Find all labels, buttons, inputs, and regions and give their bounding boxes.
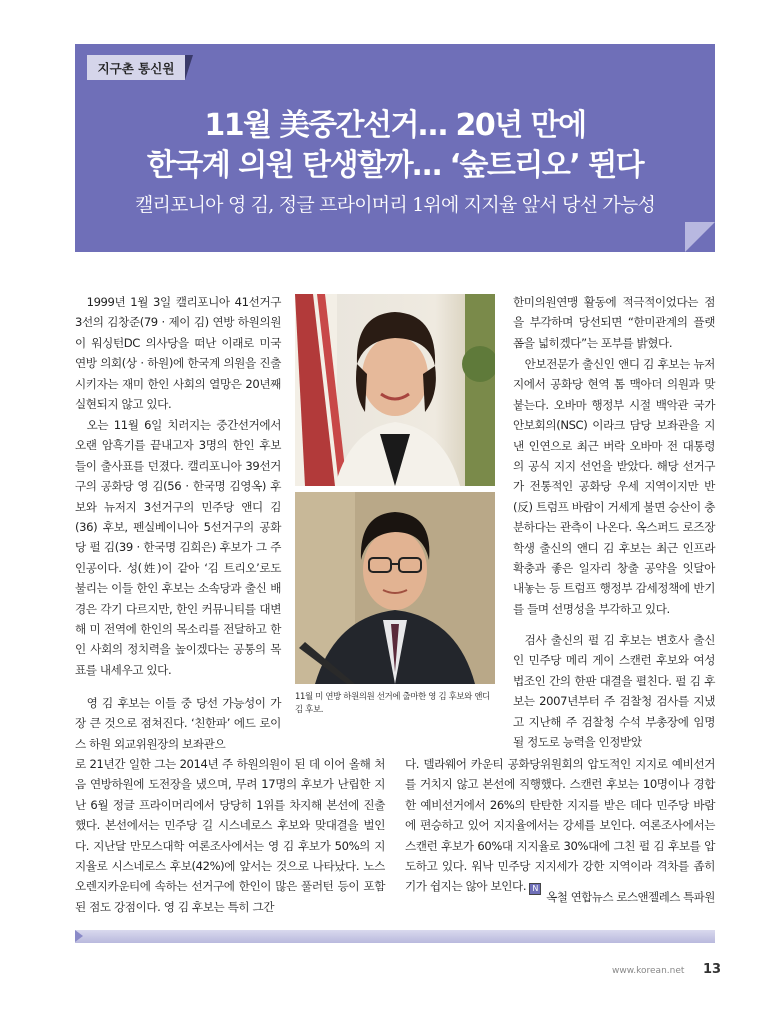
author-byline: 옥철 연합뉴스 로스앤젤레스 특파원 [546, 890, 715, 904]
photo-young-kim [295, 294, 495, 486]
paragraph-1: 1999년 1월 3일 캘리포니아 41선거구 3선의 김창준(79 · 제이 김) 연방 하원의원이 워싱턴DC 의사당을 떠난 이래로 미국 연방 의회(상 · 하원)에 한국계 의원을 진출시키자는 재미 한인 사회의 열망은 20년째 실현되지 않고 있다. [75, 295, 281, 412]
paragraph-3-start: 영 김 후보는 이들 중 당선 가능성이 가장 큰 것으로 점쳐진다. ‘친한파’ 에드 로이스 하원 외교위원장의 보좌관으 [75, 696, 281, 751]
banner-page-curl [685, 222, 715, 252]
section-tag: 지구촌 통신원 [87, 55, 185, 80]
end-mark-icon: N [529, 883, 541, 895]
subhead: 캘리포니아 영 김, 정글 프라이머리 1위에 지지율 앞서 당선 가능성 [134, 194, 656, 216]
headline-line-2: 한국계 의원 탄생할까… ‘숲트리오’ 뛴다 [146, 148, 644, 183]
header-banner [75, 44, 715, 252]
paragraph-6-start: 검사 출신의 펄 김 후보는 변호사 출신인 민주당 메리 게이 스캔런 후보와 여성 법조인 간의 한판 대결을 펼친다. 펄 김 후보는 2007년부터 주 검찰청 검사를 지냈고 지난해 주 검찰청 수석 부총장에 임명될 정도로 능력을 인정받았 [513, 633, 715, 750]
page-number: 13 [703, 962, 722, 977]
footer-url: www.korean.net [612, 966, 685, 976]
photo-young-kim-illustration [295, 294, 495, 486]
paragraph-4: 한미의원연맹 활동에 적극적이었다는 점을 부각하며 당선되면 “한미관계의 플랫폼을 넓히겠다”는 포부를 밝혔다. [513, 295, 715, 350]
paragraph-6-continued [405, 754, 715, 897]
headline-line-1: 11월 美중간선거… 20년 만에 [204, 108, 586, 143]
footer-rule-arrow-icon [75, 930, 83, 942]
photo-andy-kim [295, 492, 495, 684]
paragraph-5: 안보전문가 출신인 앤디 김 후보는 뉴저지에서 공화당 현역 톰 맥아더 의원과 맞붙는다. 오바마 행정부 시절 백악관 국가안보회의(NSC) 이라크 담당 보좌관을 지낸 인연으로 최근 버락 오바마 전 대통령의 공식 지지 선언을 받았다. 해당 선거구가 전통적인 공화당 우세 지역이지만 반(反) 트럼프 바람이 거세게 불면 승산이 충분하다는 관측이 나온다. 옥스퍼드 로즈장학생 출신의 앤디 김 후보는 최근 인프라 확충과 좋은 일자리 창출 공약을 잇달아 내놓는 등 트럼프 행정부 감세정책에 반기를 들며 선명성을 부각하고 있다. [513, 357, 715, 616]
photo-caption: 11월 미 연방 하원의원 선거에 출마한 영 김 후보와 앤디 김 후보. [295, 691, 490, 714]
section-tag-shadow [185, 55, 193, 80]
paragraph-2: 오는 11월 6일 치러지는 중간선거에서 오랜 암흑기를 끝내고자 3명의 한인 후보들이 출사표를 던졌다. 캘리포니아 39선거구의 공화당 영 김(56 · 한국명 김영옥) 후보와 뉴저지 3선거구의 민주당 앤디 김(36) 후보, 펜실베이니아 5선거구의 공화당 펄 김(39 · 한국명 김희은) 후보가 그 주인공이다. 성(姓)이 같아 ‘김 트리오’로도 불리는 이들 한인 후보는 소속당과 출신 배경은 각기 다르지만, 한인 커뮤니티를 대변해 미 전역에 한인의 목소리를 전달하고 한인 사회의 정치력을 높이겠다는 공통의 목표를 내세우고 있다. [75, 418, 281, 677]
photo-andy-kim-illustration [295, 492, 495, 684]
paragraph-6-text: 다. 델라웨어 카운티 공화당위원회의 압도적인 지지로 예비선거를 거치지 않고 본선에 직행했다. 스캔런 후보는 10명이나 경합한 예비선거에서 26%의 탄탄한 지지를 받은 데다 민주당 바람에 편승하고 있어 지지율에서는 강세를 보인다. 여론조사에서는 스캔런 후보가 60%대 지지율로 30%대에 그친 펄 김 후보를 압도하고 있다. 워낙 민주당 지지세가 강한 지역이라 격차를 좁히기가 쉽지는 않아 보인다. [405, 757, 715, 894]
paragraph-3-continued: 로 21년간 일한 그는 2014년 주 하원의원이 된 데 이어 올해 처음 연방하원에 도전장을 냈으며, 무려 17명의 후보가 난립한 지난 6월 정글 프라이머리에서 당당히 1위를 차지해 본선에 진출했다. 본선에서는 민주당 길 시스네로스 후보와 맞대결을 벌인다. 지난달 만모스대학 여론조사에서는 영 김 후보가 50%의 지지율로 시스네로스 후보(42%)에 앞서는 것으로 나타났다. 노스오렌지카운티에 속하는 선거구에 한인이 많은 풀러턴 등이 포함된 점도 강점이다. 영 김 후보는 특히 그간 [75, 757, 385, 914]
footer-rule [75, 930, 715, 943]
